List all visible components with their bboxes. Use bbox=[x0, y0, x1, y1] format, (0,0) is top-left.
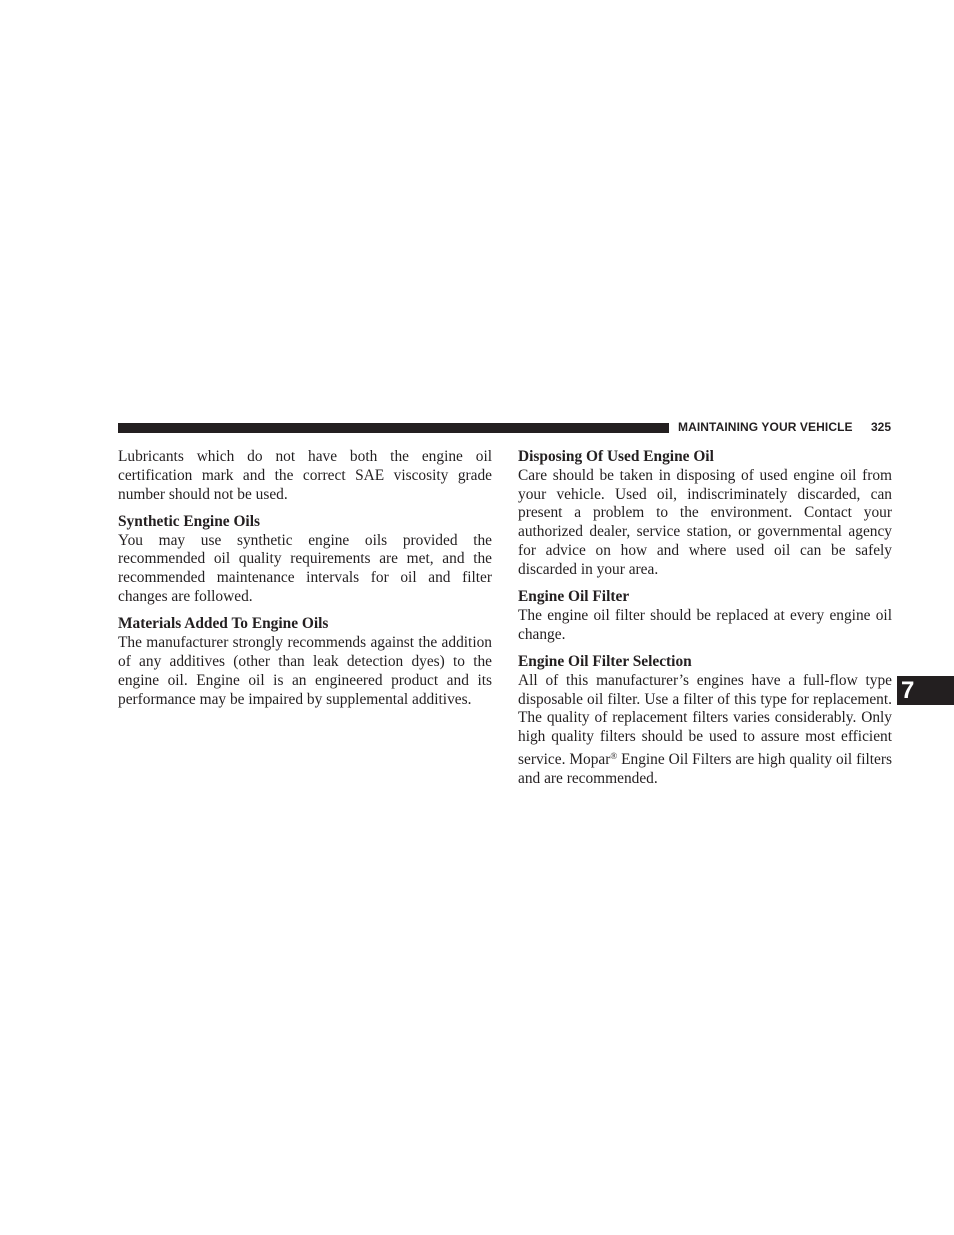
section-heading-filter-selection: Engine Oil Filter Selection bbox=[518, 652, 692, 670]
section-heading-disposing: Disposing Of Used Engine Oil bbox=[518, 448, 714, 465]
filter-selection-text-2: Engine Oil Filters are high quality oil filters and are recommended. bbox=[518, 750, 892, 787]
section-body-filter: The engine oil filter should be replaced at every engine oil change. bbox=[518, 606, 892, 643]
left-column bbox=[118, 448, 492, 718]
running-header-title: MAINTAINING YOUR VEHICLE bbox=[678, 420, 853, 434]
chapter-tab-number: 7 bbox=[901, 677, 915, 704]
intro-paragraph: Lubricants which do not have both the engine oil certification mark and the correct SAE viscosity grade number should not be used. bbox=[118, 448, 492, 503]
header-rule bbox=[118, 423, 669, 433]
section-body-filter-selection bbox=[518, 672, 892, 789]
section-heading-synthetic: Synthetic Engine Oils bbox=[118, 512, 260, 530]
section-body-disposing: Care should be taken in disposing of used engine oil from your vehicle. Used oil, indiscriminately discarded, can present a problem to the environment. Contact your authorized dealer, service station, or governmental agency for advice on how and where used oil can be safely discarded in your area. bbox=[518, 466, 892, 578]
section-heading-materials: Materials Added To Engine Oils bbox=[118, 615, 329, 633]
page-number: 325 bbox=[870, 420, 891, 434]
section-body-materials: The manufacturer strongly recommends against the addition of any additives (other than leak detection dyes) to the engine oil. Engine oil is an engineered product and its performance may be impaired by supplemental additives. bbox=[118, 634, 492, 708]
registered-trademark-mark: ® bbox=[610, 750, 618, 761]
section-body-synthetic: You may use synthetic engine oils provided the recommended oil quality requirements are met, and the recommended maintenance intervals for oil and filter changes are followed. bbox=[118, 531, 492, 606]
section-heading-filter: Engine Oil Filter bbox=[518, 588, 630, 606]
right-column bbox=[518, 448, 892, 797]
filter-selection-text-1: All of this manufacturer’s engines have a full-flow type disposable oil filter. Use a filter of this type for replacement. The quality of replacement filters varies considerably. Only high quality filters should be used to assure most efficient service. Mopar bbox=[518, 671, 892, 768]
